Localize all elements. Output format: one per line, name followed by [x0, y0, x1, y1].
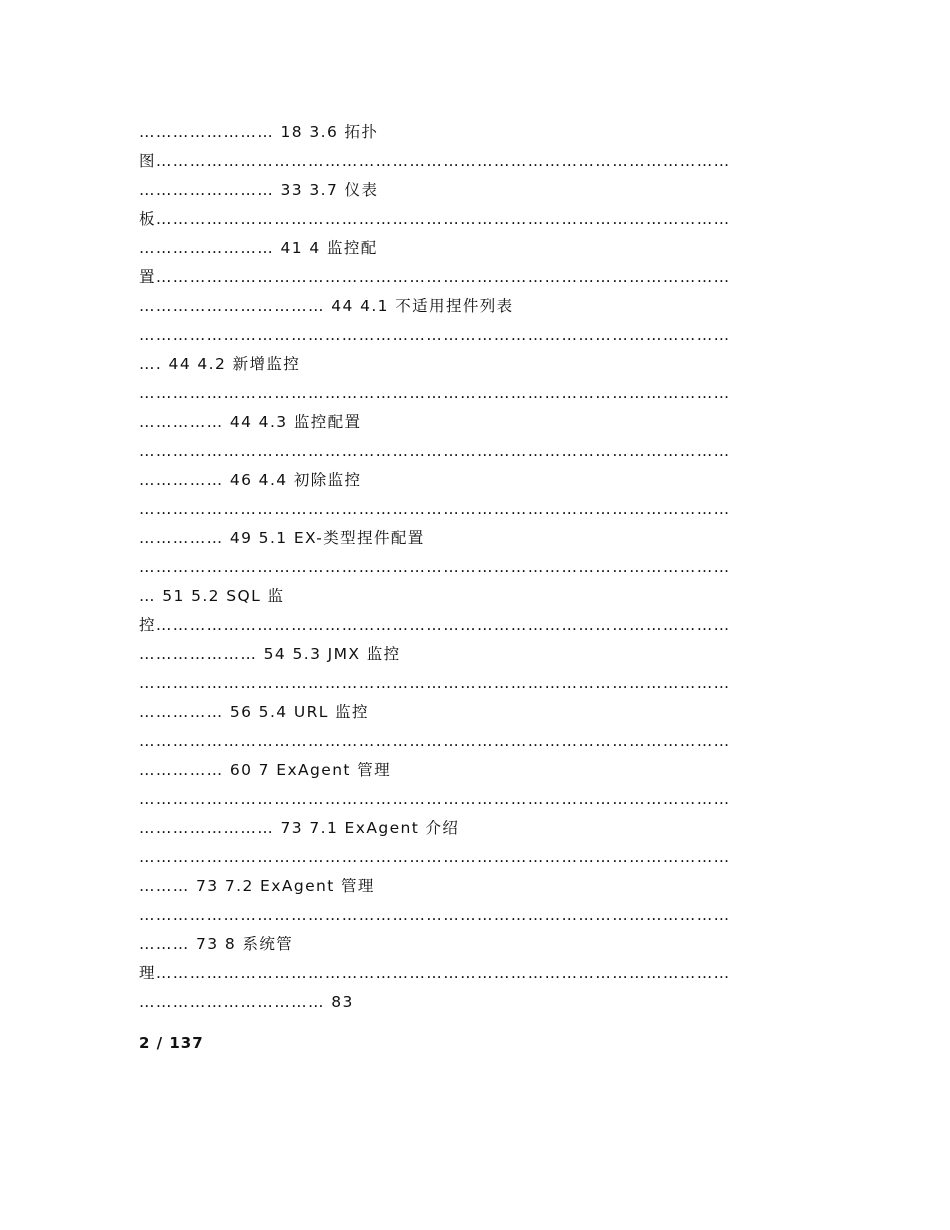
- toc-line: 控…………………………………………………………………………………………: [139, 616, 731, 634]
- toc-line: …………… 46 4.4 初除监控: [139, 471, 362, 489]
- toc-line: ……………………………………………………………………………………………: [139, 848, 731, 866]
- toc-line: …………………………… 44 4.1 不适用捏件列表: [139, 297, 514, 315]
- toc-line: ……………………………………………………………………………………………: [139, 558, 731, 576]
- toc-line: ……………………………………………………………………………………………: [139, 442, 731, 460]
- toc-line: 置…………………………………………………………………………………………: [139, 268, 731, 286]
- toc-line: … 51 5.2 SQL 监: [139, 587, 285, 605]
- toc-line: …………………… 33 3.7 仪表: [139, 181, 379, 199]
- toc-line: ……… 73 7.2 ExAgent 管理: [139, 877, 375, 895]
- toc-line: …. 44 4.2 新增监控: [139, 355, 301, 373]
- toc-line: …………………… 18 3.6 拓扑: [139, 123, 379, 141]
- toc-line: ……………………………………………………………………………………………: [139, 326, 731, 344]
- toc-line: …………………… 41 4 监控配: [139, 239, 378, 257]
- toc-line: ………………… 54 5.3 JMX 监控: [139, 645, 401, 663]
- toc-line: 理…………………………………………………………………………………………: [139, 964, 731, 982]
- toc-line: ……………………………………………………………………………………………: [139, 790, 731, 808]
- page-number: 2 / 137: [139, 1034, 204, 1052]
- toc-line: ……………………………………………………………………………………………: [139, 500, 731, 518]
- toc-line: ……………………………………………………………………………………………: [139, 732, 731, 750]
- table-of-contents: [139, 118, 811, 1017]
- toc-line: 图…………………………………………………………………………………………: [139, 152, 731, 170]
- toc-line: …………… 44 4.3 监控配置: [139, 413, 362, 431]
- toc-line: ……………………………………………………………………………………………: [139, 384, 731, 402]
- toc-line: …………… 56 5.4 URL 监控: [139, 703, 369, 721]
- toc-line: …………………………… 83: [139, 993, 354, 1011]
- toc-line: …………… 49 5.1 EX-类型捏件配置: [139, 529, 425, 547]
- toc-line: …………………… 73 7.1 ExAgent 介绍: [139, 819, 460, 837]
- toc-line: ……… 73 8 系统管: [139, 935, 294, 953]
- toc-line: ……………………………………………………………………………………………: [139, 674, 731, 692]
- toc-line: …………… 60 7 ExAgent 管理: [139, 761, 392, 779]
- toc-line: 板…………………………………………………………………………………………: [139, 210, 731, 228]
- toc-line: ……………………………………………………………………………………………: [139, 906, 731, 924]
